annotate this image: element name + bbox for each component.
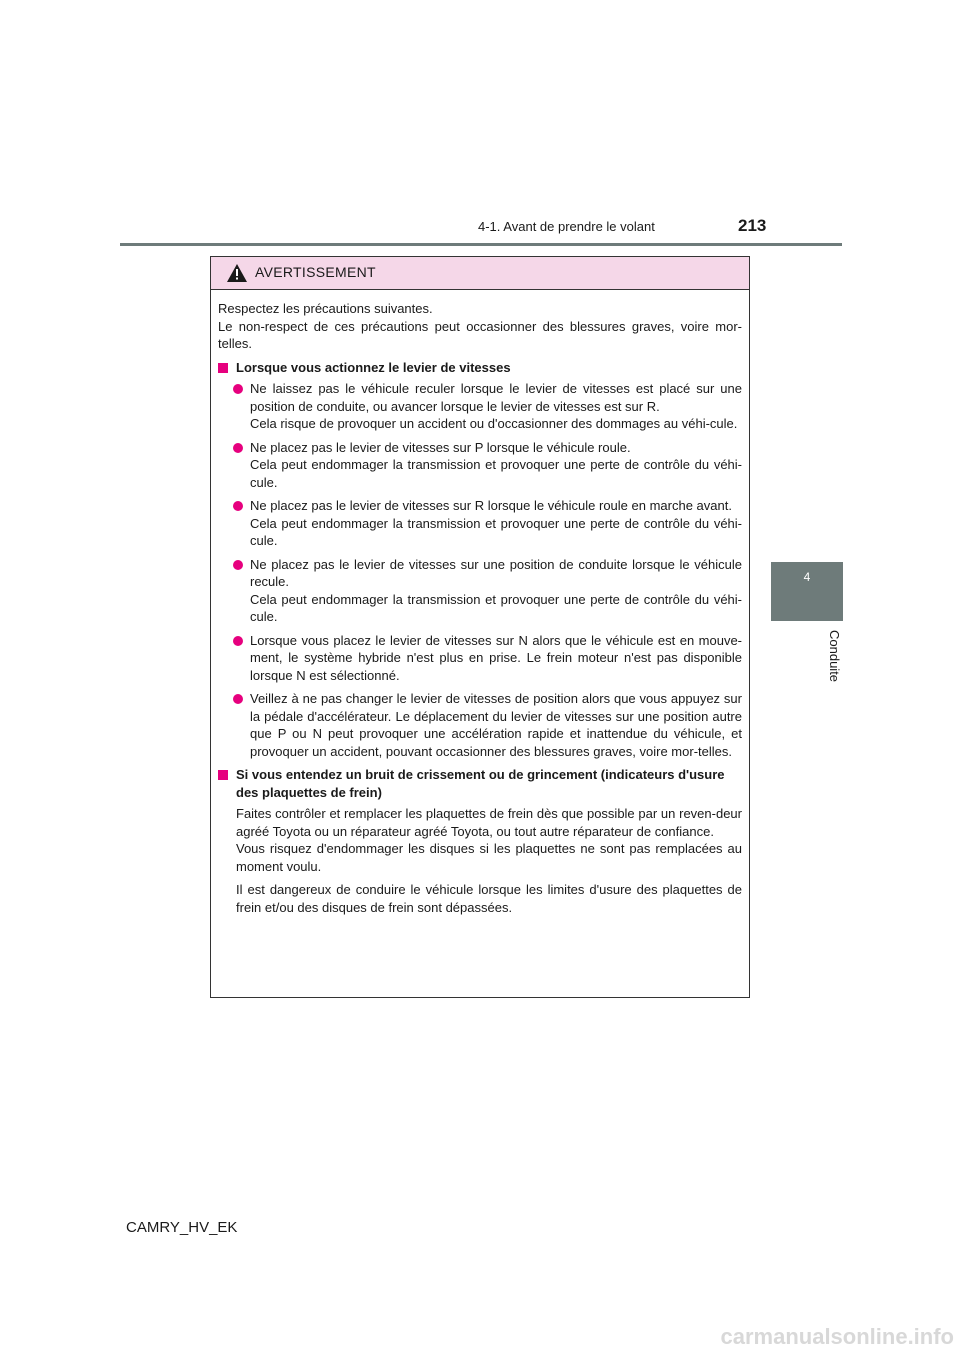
header-rule — [120, 243, 842, 246]
square-bullet-icon — [218, 363, 228, 373]
bullet-text: Ne placez pas le levier de vitesses sur R lorsque le véhicule roule en marche avant. — [250, 498, 732, 513]
bullet-note: Cela peut endommager la transmission et provoquer une perte de contrôle du véhi-cule. — [250, 591, 742, 624]
section-heading-text: Si vous entendez un bruit de crissement ou de grincement (indicateurs d'usure des plaquettes de frein) — [236, 767, 725, 800]
bullet-note: Cela risque de provoquer un accident ou d'occasionner des dommages au véhi-cule. — [250, 416, 738, 431]
section-paragraph: Vous risquez d'endommager les disques si les plaquettes ne sont pas remplacées au moment voulu. — [236, 841, 742, 874]
list-item — [218, 632, 742, 685]
chapter-number: 4 — [803, 570, 811, 584]
circle-bullet-icon — [233, 636, 243, 646]
list-item — [218, 497, 742, 550]
page-number: 213 — [738, 216, 767, 235]
list-item — [218, 439, 742, 492]
warning-header — [211, 257, 749, 290]
model-code: CAMRY_HV_EK — [126, 1219, 238, 1236]
list-item — [218, 556, 742, 626]
bullet-text: Veillez à ne pas changer le levier de vitesses de position alors que vous appuyez sur la pédale d'accélérateur. Le déplacement du levier de vitesses sur une position autre que P ou N peut provoquer une accélération rapide et inattendue du véhicule, et provoquer un accident, pouvant occasionner des blessures graves, voire mor-telles. — [250, 691, 742, 759]
section-heading — [218, 359, 742, 377]
section-paragraph: Il est dangereux de conduire le véhicule lorsque les limites d'usure des plaquettes de frein et/ou des disques de frein sont dépassées. — [236, 882, 742, 915]
warning-box — [210, 256, 750, 998]
bullet-text: Ne placez pas le levier de vitesses sur une position de conduite lorsque le véhicule recule. — [250, 556, 742, 589]
section-title: 4-1. Avant de prendre le volant — [478, 219, 655, 234]
list-item — [218, 690, 742, 760]
bullet-text: Ne laissez pas le véhicule reculer lorsque le levier de vitesses est placé sur une position de conduite, ou avancer lorsque le levier de vitesses est sur R. — [250, 381, 742, 414]
circle-bullet-icon — [233, 443, 243, 453]
square-bullet-icon — [218, 770, 228, 780]
watermark: carmanualsonline.info — [720, 1324, 954, 1349]
circle-bullet-icon — [233, 384, 243, 394]
circle-bullet-icon — [233, 560, 243, 570]
circle-bullet-icon — [233, 694, 243, 704]
warning-triangle-icon — [227, 264, 247, 282]
section-heading-text: Lorsque vous actionnez le levier de vitesses — [236, 359, 511, 375]
bullet-note: Cela peut endommager la transmission et provoquer une perte de contrôle du véhi-cule. — [250, 457, 742, 490]
intro-line-1: Respectez les précautions suivantes. — [218, 301, 433, 316]
circle-bullet-icon — [233, 501, 243, 511]
chapter-label: Conduite — [827, 630, 842, 683]
section-paragraph: Faites contrôler et remplacer les plaquettes de frein dès que possible par un reven-deur agréé Toyota ou un réparateur agréé Toyota, ou tout autre réparateur de confiance. — [236, 806, 742, 839]
warning-body — [211, 290, 749, 916]
list-item — [218, 380, 742, 433]
chapter-tab[interactable] — [771, 562, 843, 621]
section-heading — [218, 766, 742, 801]
bullet-text: Ne placez pas le levier de vitesses sur P lorsque le véhicule roule. — [250, 439, 631, 455]
warning-title: AVERTISSEMENT — [255, 264, 376, 280]
intro-line-2: Le non-respect de ces précautions peut occasionner des blessures graves, voire mor-telles. — [218, 318, 742, 351]
bullet-note: Cela peut endommager la transmission et provoquer une perte de contrôle du véhi-cule. — [250, 515, 742, 548]
bullet-text: Lorsque vous placez le levier de vitesses sur N alors que le véhicule est en mouve-ment, le système hybride n'est plus en prise. Le frein moteur n'est pas disponible lorsque N est sélectionné. — [250, 632, 742, 683]
